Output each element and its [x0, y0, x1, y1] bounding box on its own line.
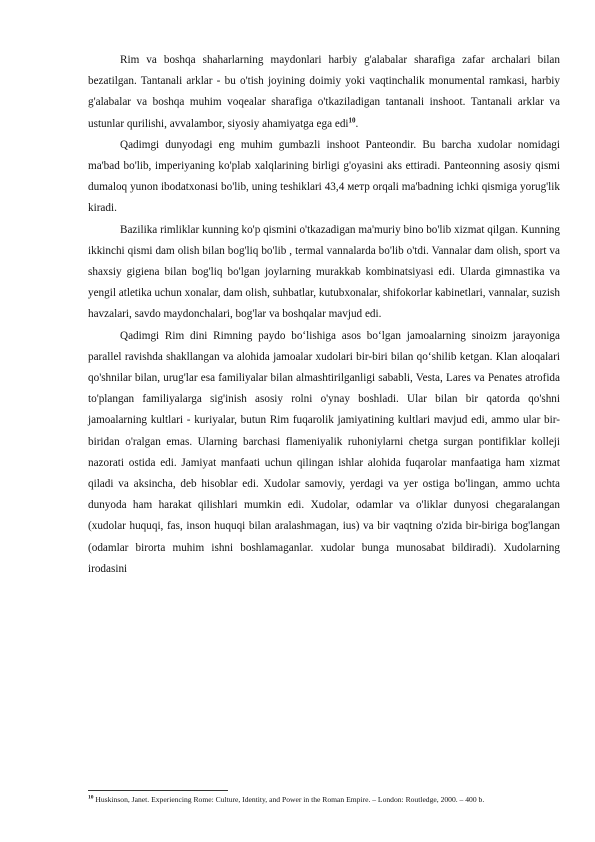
- paragraph-text: Rim va boshqa shaharlarning maydonlari harbiy g'alabalar sharafiga zafar archalari bilan bezatilgan. Tantanali arklar - bu o'tish joyining doimiy yoki vaqtinchalik monumental ramkasi, harbiy g'alabalar va boshqa muhim voqealar sharafiga o'tkaziladigan tantanali inshoot. Tantanali arklar va ustunlar qurilishi, avvalambor, siyosiy ahamiyatga ega edi: [88, 54, 560, 130]
- footnote-reference[interactable]: 10: [348, 115, 356, 124]
- paragraph-text: Bazilika rimliklar kunning ko'p qismini o'tkazadigan ma'muriy bino bo'lib xizmat qilgan. Kunning ikkinchi qismi dam olish bilan bog'liq bo'lib , termal vannalarda bo'lib o'tdi. Vannalar dam olish, sport va shaxsiy gigiena bilan bog'liq bo'lgan joylarning murakkab kombinatsiyasi edi. Ularda gimnastika va yengil atletika uchun xonalar, dam olish, suhbatlar, kutubxonalar, shifokorlar kabinetlari, vannalar, suzish havzalari, savdo maydonchalari, bog'lar va boshqalar mavjud edi.: [88, 223, 560, 321]
- paragraph-religion: [88, 326, 560, 580]
- body-text: [88, 50, 560, 580]
- footnote: [88, 794, 560, 806]
- paragraph-text: Qadimgi Rim dini Rimning paydo bo‘lishiga asos bo‘lgan jamoalarning sinoizm jarayoniga parallel ravishda shakllangan va alohida jamoalar xudolari bir-biri bilan qo‘shilib ketgan. Klan aloqalari qo'shnilar bilan, urug'lar esa familiyalar bilan almashtirilganligi sababli, Vesta, Lares va Penates atrofida to'plangan familiyalarga sig'inish asosiy rolni o'ynay boshladi. Ular bilan bir qatorda qo'shni jamoalarning kultlari - kuriyalar, butun Rim fuqarolik jamiyatining kultlari mavjud edi, ammo ular bir-biridan o'ralgan emas. Ularning barchasi flameniyalik ruhoniylarni chetga surgan pontifiklar kolleji nazorati ostida edi. Jamiyat manfaati uchun qilingan ishlar alohida fuqarolar manfaatiga ham xizmat qiladi va aksincha, deb hisoblar edi. Xudolar samoviy, yerdagi va yer ostiga bo'lingan, ammo uchta dunyoda ham harakat qilishlari mumkin edi. Xudolar, odamlar va o'liklar dunyosi chegaralangan (xudolar huquqi, fas, inson huquqi bilan aralashmagan, ius) va bir vaqtning o'zida bir-biriga bog'langan (odamlar birorta muhim ishni boshlamaganlar. xudolar bunga munosabat bildiradi). Xudolarning irodasini: [88, 329, 560, 575]
- footnote-divider: [88, 790, 228, 791]
- footnote-number: 10: [88, 794, 94, 801]
- paragraph-triumphal-arches: [88, 50, 560, 135]
- paragraph-pantheon: [88, 135, 560, 220]
- paragraph-tail: .: [355, 117, 359, 130]
- footnote-text: Huskinson, Janet. Experiencing Rome: Culture, Identity, and Power in the Roman Empire. – London: Routledge, 2000. – 400 b.: [93, 795, 485, 804]
- paragraph-basilica: [88, 220, 560, 326]
- paragraph-text: Qadimgi dunyodagi eng muhim gumbazli inshoot Panteondir. Bu barcha xudolar nomidagi ma'bad bo'lib, imperiyaning ko'plab xalqlarining birligi g'oyasini aks ettiradi. Panteonning asosiy qismi dumaloq yunon ibodatxonasi bo'lib, uning teshiklari 43,4 метр orqali ma'badning ichki qismiga yorug'lik kiradi.: [88, 138, 560, 215]
